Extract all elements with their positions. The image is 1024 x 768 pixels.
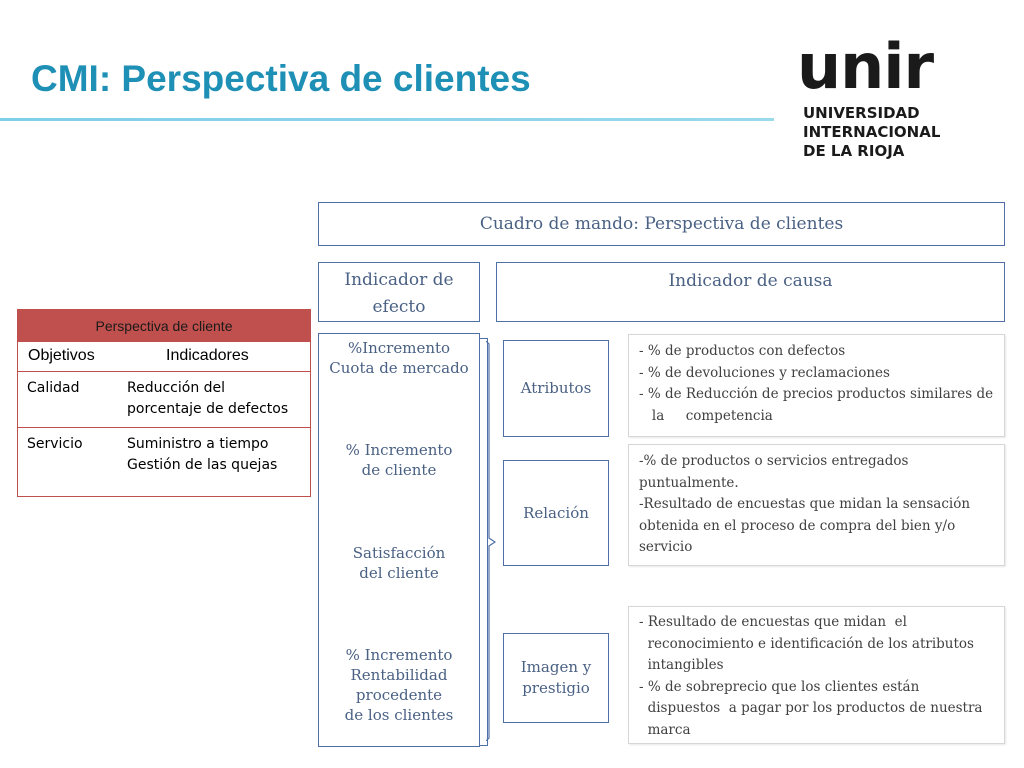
efecto-header-line: efecto bbox=[372, 297, 426, 317]
efecto-item-line: % Incremento bbox=[345, 441, 453, 459]
desc-line: puntualmente. bbox=[639, 474, 739, 491]
desc-line: - % de sobreprecio que los clientes están bbox=[639, 678, 920, 695]
cuadro-de-mando-title: Cuadro de mando: Perspectiva de clientes bbox=[318, 202, 1005, 246]
desc-line: obtenida en el proceso de compra del bien y/o bbox=[639, 517, 956, 534]
desc-line: - % de productos con defectos bbox=[639, 343, 846, 359]
bracket-connector bbox=[486, 341, 496, 741]
efecto-item-line: Cuota de mercado bbox=[329, 359, 469, 377]
table-row bbox=[18, 428, 310, 498]
unir-logo bbox=[797, 30, 997, 170]
indicador-line: Suministro a tiempo bbox=[127, 436, 269, 452]
indicador-line: Gestión de las quejas bbox=[127, 457, 278, 473]
row-objetivo: Servicio bbox=[27, 436, 83, 452]
column-objetivos: Objetivos bbox=[28, 347, 95, 364]
slide-title: CMI: Perspectiva de clientes bbox=[31, 58, 531, 99]
logo-subtitle bbox=[803, 104, 940, 161]
desc-line: - Resultado de encuestas que midan el bbox=[639, 614, 907, 630]
causa-label: Relación bbox=[523, 503, 589, 522]
causa-relacion bbox=[503, 460, 609, 566]
desc-line: reconocimiento e identificación de los atributos bbox=[639, 635, 974, 652]
desc-line: - % de devoluciones y reclamaciones bbox=[639, 364, 890, 381]
logo-line-1: UNIVERSIDAD bbox=[803, 104, 920, 122]
indicador-line: Reducción del bbox=[127, 380, 226, 396]
efecto-item-line: procedente bbox=[355, 686, 443, 704]
row-objetivo: Calidad bbox=[27, 380, 80, 396]
efecto-header-line: Indicador de bbox=[344, 270, 454, 290]
perspectiva-table bbox=[17, 309, 311, 497]
logo-line-2: INTERNACIONAL bbox=[803, 123, 941, 141]
desc-relacion bbox=[628, 444, 1005, 566]
table-column-headers bbox=[18, 341, 310, 372]
efecto-item bbox=[319, 543, 479, 583]
desc-line: servicio bbox=[639, 539, 693, 555]
causa-atributos bbox=[503, 340, 609, 437]
desc-line: marca bbox=[639, 721, 691, 738]
desc-line: intangibles bbox=[639, 657, 724, 673]
desc-line: la competencia bbox=[639, 407, 773, 424]
causa-label: prestigio bbox=[522, 679, 590, 697]
logo-line-3: DE LA RIOJA bbox=[803, 142, 905, 160]
row-indicador bbox=[127, 378, 288, 420]
logo-wordmark: unir bbox=[797, 30, 934, 103]
desc-line: -% de productos o servicios entregados bbox=[639, 453, 909, 469]
causa-label: Imagen y bbox=[520, 658, 592, 676]
efecto-item-line: Rentabilidad bbox=[350, 666, 448, 684]
desc-line: - % de Reducción de precios productos similares de bbox=[639, 386, 994, 402]
causa-label: Atributos bbox=[520, 379, 592, 397]
efecto-column bbox=[318, 333, 480, 747]
indicador-causa-header: Indicador de causa bbox=[496, 262, 1005, 322]
row-indicador bbox=[127, 434, 277, 476]
efecto-item-line: del cliente bbox=[359, 564, 439, 582]
indicador-line: porcentaje de defectos bbox=[127, 401, 289, 417]
indicador-efecto-header bbox=[318, 262, 480, 322]
efecto-item-line: de los clientes bbox=[344, 706, 454, 724]
efecto-item bbox=[319, 645, 479, 725]
efecto-item bbox=[319, 440, 479, 480]
desc-imagen-prestigio bbox=[628, 606, 1005, 744]
efecto-item-line: Satisfacción bbox=[352, 544, 446, 562]
efecto-item bbox=[319, 338, 479, 378]
table-header: Perspectiva de cliente bbox=[18, 310, 310, 341]
causa-imagen-prestigio bbox=[503, 633, 609, 723]
desc-line: dispuestos a pagar por los productos de nuestra bbox=[639, 700, 983, 716]
efecto-item-line: de cliente bbox=[361, 461, 437, 479]
efecto-item-line: % Incremento bbox=[345, 646, 453, 664]
desc-line: -Resultado de encuestas que midan la sensación bbox=[639, 496, 971, 512]
column-indicadores: Indicadores bbox=[166, 347, 249, 364]
table-row bbox=[18, 372, 310, 428]
desc-atributos bbox=[628, 334, 1005, 437]
efecto-item-line: %Incremento bbox=[347, 339, 451, 357]
title-underline bbox=[0, 118, 774, 121]
